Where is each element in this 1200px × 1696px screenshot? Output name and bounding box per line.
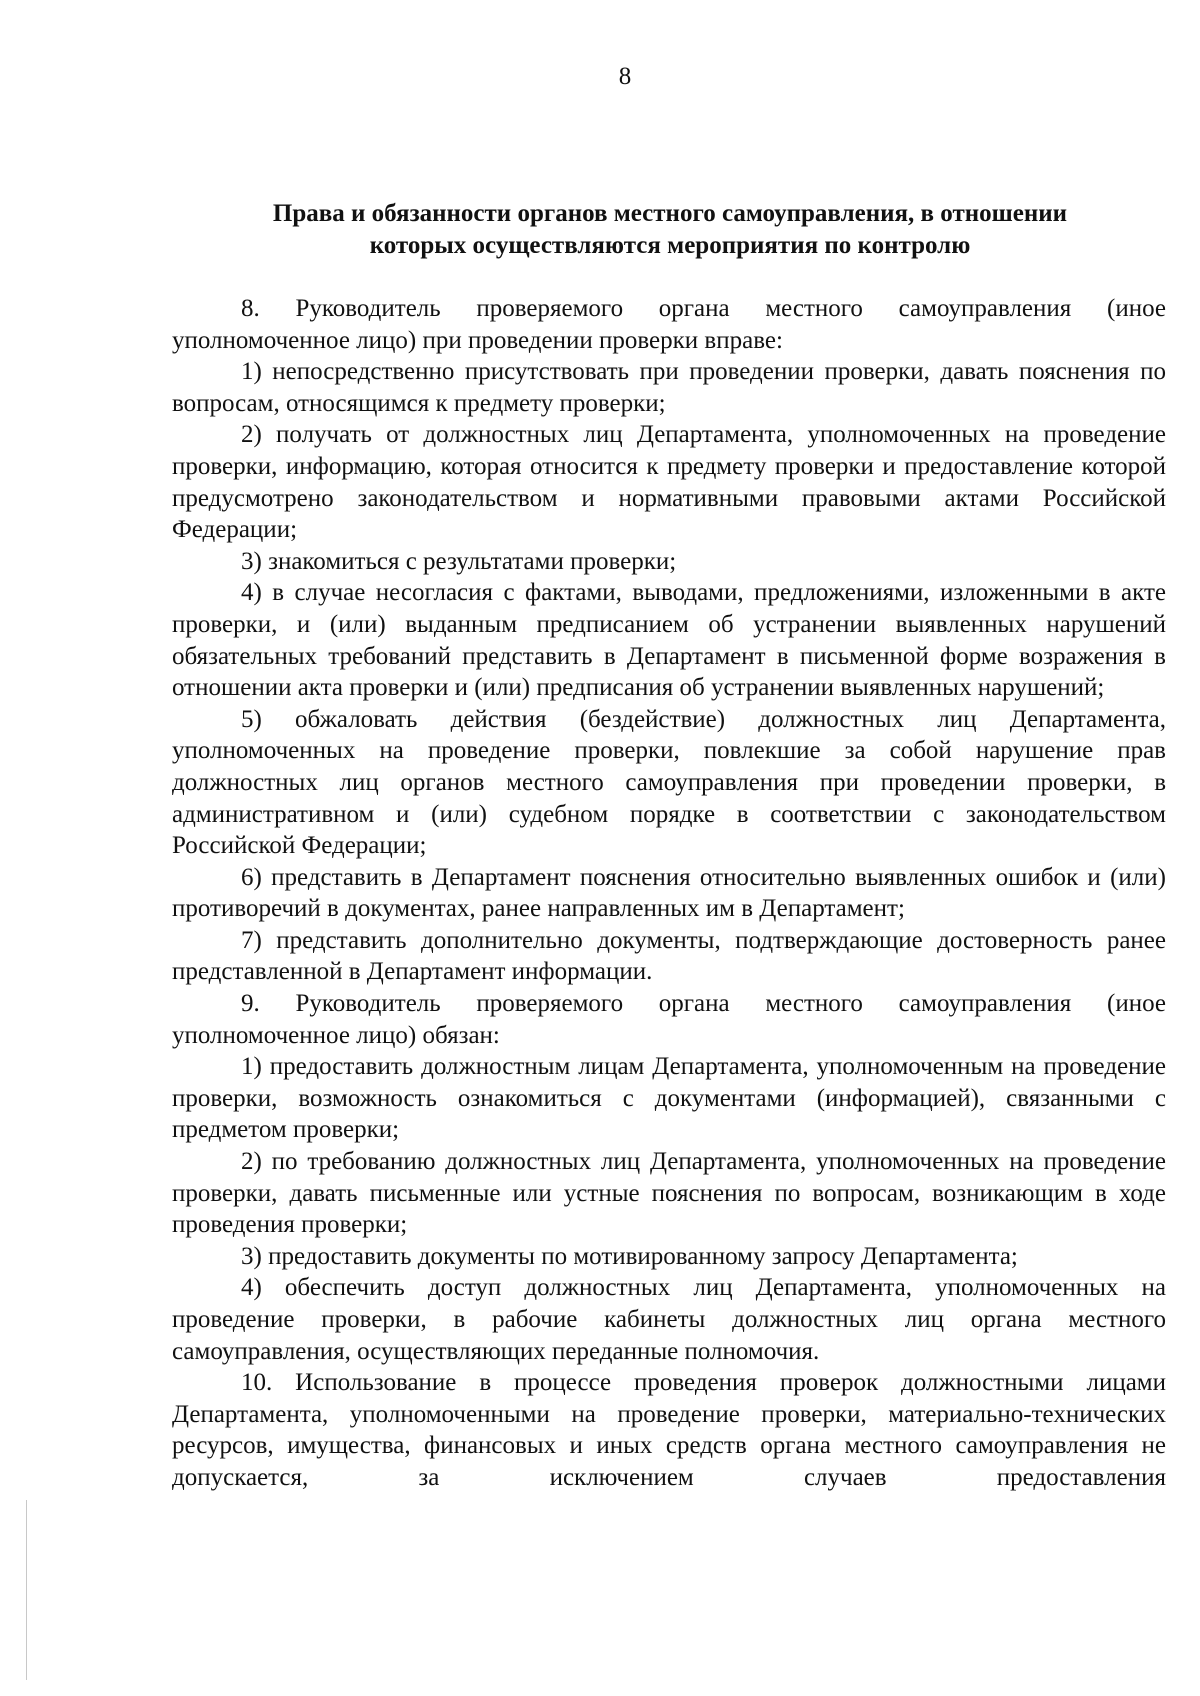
paragraph-clause-9-item-2: 2) по требованию должностных лиц Департамента, уполномоченных на проведение проверки, давать письменные или устные пояснения по вопросам, возникающим в ходе проведения проверки; [172, 1148, 1166, 1239]
section-heading-line-1: Права и обязанности органов местного самоуправления, в отношении [272, 200, 1068, 227]
paragraph-clause-8-item-1: 1) непосредственно присутствовать при проведении проверки, давать пояснения по вопросам, относящимся к предмету проверки; [172, 358, 1166, 417]
section-heading [170, 198, 1170, 262]
body-text [172, 293, 1166, 1494]
paragraph-clause-9-item-1: 1) предоставить должностным лицам Департамента, уполномоченным на проведение проверки, возможность ознакомиться с документами (информацией), связанными с предметом проверки; [172, 1053, 1166, 1144]
paragraph-clause-8-item-6: 6) представить в Департамент пояснения относительно выявленных ошибок и (или) противоречий в документах, ранее направленных им в Департамент; [172, 863, 1166, 923]
paragraph-clause-8-item-5: 5) обжаловать действия (бездействие) должностных лиц Департамента, уполномоченных на проведение проверки, повлекшие за собой нарушение прав должностных лиц органов местного самоуправления при проведении проверки, в административном и (или) судебном порядке в соответствии с законодательством Российской Федерации; [172, 705, 1166, 860]
paragraph-clause-8: 8. Руководитель проверяемого органа местного самоуправления (иное уполномоченное лицо) при проведении проверки вправе: [172, 295, 1166, 354]
paragraph-clause-8-item-7: 7) представить дополнительно документы, подтверждающие достоверность ранее представленной в Департамент информации. [172, 926, 1166, 986]
scan-edge-line [26, 1500, 27, 1680]
paragraph-clause-8-item-4: 4) в случае несогласия с фактами, выводами, предложениями, изложенными в акте проверки, и (или) выданным предписанием об устранении выявленных нарушений обязательных требований представить в Департамент в письменной форме возражения в отношении акта проверки и (или) предписания об устранении выявленных нарушений; [172, 579, 1166, 702]
paragraph-clause-10: 10. Использование в процессе проведения проверок должностными лицами Департамента, уполномоченными на проведение проверки, материально-технических ресурсов, имущества, финансовых и иных средств органа местного самоуправления не допускается, за исключением случаев предоставления [172, 1369, 1166, 1491]
paragraph-clause-9-item-3: 3) предоставить документы по мотивированному запросу Департамента; [241, 1242, 1018, 1270]
paragraph-clause-8-item-3: 3) знакомиться с результатами проверки; [241, 547, 677, 575]
paragraph-clause-9-item-4: 4) обеспечить доступ должностных лиц Департамента, уполномоченных на проведение проверки, в рабочие кабинеты должностных лиц органа местного самоуправления, осуществляющих переданные полномочия. [172, 1274, 1166, 1365]
section-heading-line-2: которых осуществляются мероприятия по контролю [369, 232, 971, 259]
paragraph-clause-9: 9. Руководитель проверяемого органа местного самоуправления (иное уполномоченное лицо) обязан: [172, 990, 1166, 1049]
page-number: 8 [618, 63, 632, 90]
paragraph-clause-8-item-2: 2) получать от должностных лиц Департамента, уполномоченных на проведение проверки, информацию, которая относится к предмету проверки и предоставление которой предусмотрено законодательством и нормативными правовыми актами Российской Федерации; [172, 421, 1166, 544]
